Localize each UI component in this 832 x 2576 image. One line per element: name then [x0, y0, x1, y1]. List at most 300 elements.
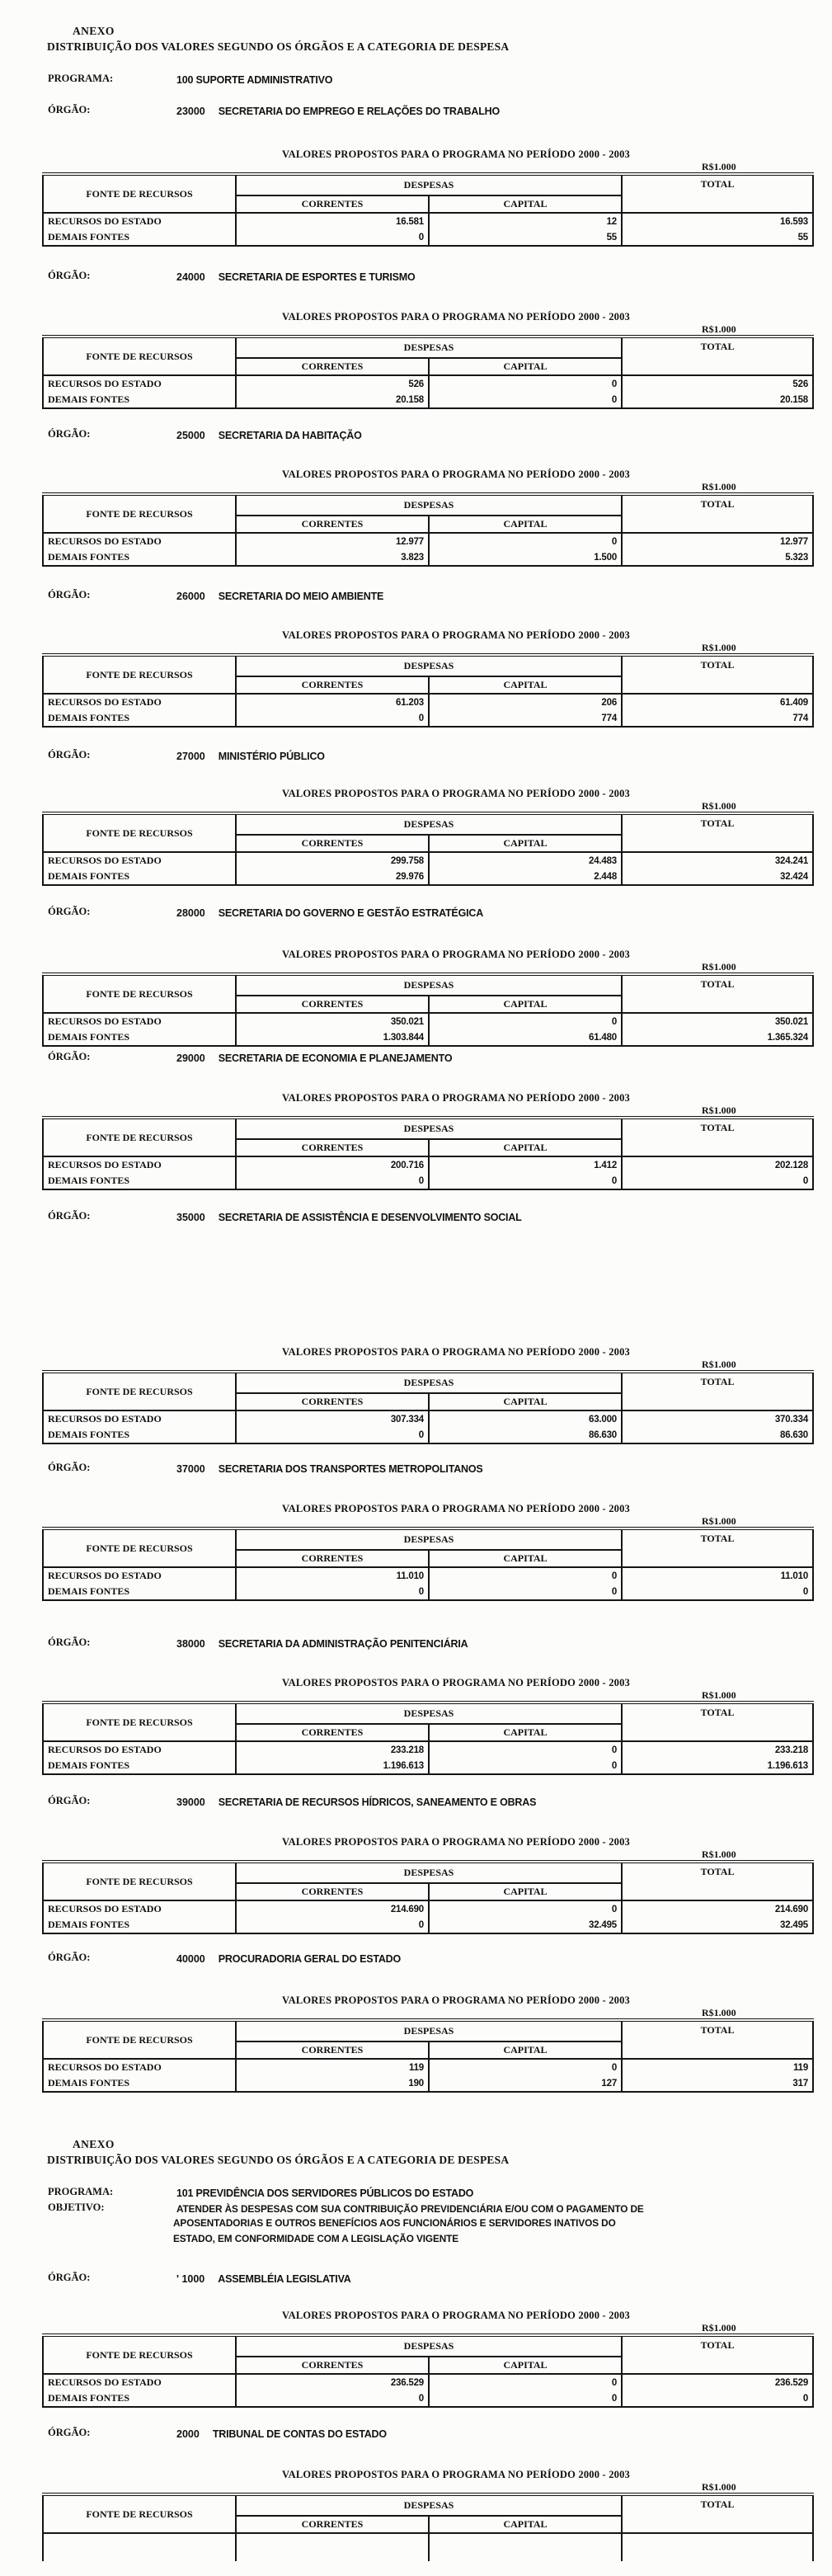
- table-title: VALORES PROPOSTOS PARA O PROGRAMA NO PERÍODO 2000 - 2003: [282, 788, 630, 799]
- correntes-value: 3.823: [236, 549, 429, 566]
- correntes-value: 233.218: [236, 1741, 429, 1758]
- capital-value: 0: [429, 1758, 622, 1774]
- fonte-label: RECURSOS DO ESTADO: [43, 1156, 236, 1173]
- total-value: 526: [622, 375, 813, 392]
- unit-label: R$1.000: [702, 2481, 736, 2493]
- col-despesas-header: DESPESAS: [236, 1862, 622, 1883]
- capital-value: 86.630: [429, 1427, 622, 1443]
- col-total-header: TOTAL: [622, 2335, 813, 2374]
- total-value: 236.529: [622, 2374, 813, 2390]
- unit-label: R$1.000: [702, 323, 736, 335]
- orgao-code: 29000: [176, 1053, 205, 1064]
- orgao-row: [48, 2427, 387, 2442]
- col-fonte-header: FONTE DE RECURSOS: [43, 1528, 236, 1567]
- correntes-value: 307.334: [236, 1410, 429, 1427]
- col-fonte-header: FONTE DE RECURSOS: [43, 1862, 236, 1900]
- table-row: [43, 1156, 813, 1173]
- col-capital-header: CAPITAL: [429, 1550, 622, 1567]
- col-fonte-header: FONTE DE RECURSOS: [43, 1372, 236, 1410]
- total-value: 202.128: [622, 1156, 813, 1173]
- fonte-label: DEMAIS FONTES: [43, 2075, 236, 2092]
- total-value: 233.218: [622, 1741, 813, 1758]
- capital-value: 0: [429, 1741, 622, 1758]
- capital-value: 0: [429, 1584, 622, 1600]
- correntes-value: 0: [236, 710, 429, 727]
- capital-value: 63.000: [429, 1410, 622, 1427]
- col-total-header: TOTAL: [622, 337, 813, 375]
- correntes-value: 12.977: [236, 533, 429, 549]
- col-capital-header: CAPITAL: [429, 2516, 622, 2533]
- valores-block: [42, 469, 812, 567]
- capital-value: 12: [429, 213, 622, 229]
- header-row-1: [43, 1862, 813, 1883]
- unit-label: R$1.000: [702, 1104, 736, 1116]
- col-total-header: TOTAL: [622, 2020, 813, 2059]
- capital-value: 0: [429, 1013, 622, 1029]
- table-title: VALORES PROPOSTOS PARA O PROGRAMA NO PERÍODO 2000 - 2003: [282, 469, 630, 480]
- correntes-value: 0: [236, 1584, 429, 1600]
- valores-table: [42, 653, 814, 728]
- header-row-1: [43, 337, 813, 358]
- valores-block: [42, 1677, 812, 1775]
- unit-label: R$1.000: [702, 1848, 736, 1860]
- table-row: [43, 1567, 813, 1584]
- header-row-1: [43, 1702, 813, 1724]
- total-value: 20.158: [622, 392, 813, 408]
- capital-value: 0: [429, 2059, 622, 2075]
- valores-block: [42, 148, 812, 247]
- orgao-label: ÓRGÃO:: [48, 2272, 91, 2283]
- programa-row: [48, 73, 332, 87]
- capital-value: 0: [429, 1900, 622, 1917]
- orgao-row: [48, 2272, 351, 2286]
- distribution-title: DISTRIBUIÇÃO DOS VALORES SEGUNDO OS ÓRGÃOS E A CATEGORIA DE DESPESA: [47, 2154, 510, 2166]
- valores-table: [42, 335, 814, 409]
- table-row: [43, 1013, 813, 1029]
- total-value: 119: [622, 2059, 813, 2075]
- valores-block: [42, 1503, 812, 1601]
- col-capital-header: CAPITAL: [429, 1139, 622, 1156]
- table-row: [43, 1584, 813, 1600]
- orgao-label: ÓRGÃO:: [48, 1051, 91, 1062]
- col-despesas-header: DESPESAS: [236, 1528, 622, 1550]
- correntes-value: 20.158: [236, 392, 429, 408]
- col-despesas-header: DESPESAS: [236, 2020, 622, 2041]
- orgao-row: [48, 1210, 522, 1225]
- total-value: 1.196.613: [622, 1758, 813, 1774]
- table-row: [43, 213, 813, 229]
- anexo-heading: ANEXO: [73, 25, 115, 37]
- orgao-label: ÓRGÃO:: [48, 104, 91, 115]
- capital-value: 61.480: [429, 1029, 622, 1046]
- col-fonte-header: FONTE DE RECURSOS: [43, 2020, 236, 2059]
- col-correntes-header: CORRENTES: [236, 516, 429, 533]
- table-title: VALORES PROPOSTOS PARA O PROGRAMA NO PERÍODO 2000 - 2003: [282, 311, 630, 323]
- fonte-label: DEMAIS FONTES: [43, 869, 236, 885]
- fonte-label: DEMAIS FONTES: [43, 1173, 236, 1189]
- fonte-label: RECURSOS DO ESTADO: [43, 694, 236, 710]
- table-title: VALORES PROPOSTOS PARA O PROGRAMA NO PERÍODO 2000 - 2003: [282, 949, 630, 960]
- total-value: 32.495: [622, 1917, 813, 1933]
- valores-table: [42, 1860, 814, 1934]
- capital-value: 1.500: [429, 549, 622, 566]
- table-row-empty: [43, 2533, 813, 2561]
- col-total-header: TOTAL: [622, 1118, 813, 1156]
- valores-table: [42, 1370, 814, 1444]
- orgao-code: 27000: [176, 751, 205, 762]
- orgao-code: 37000: [176, 1463, 205, 1475]
- header-row-1: [43, 1372, 813, 1393]
- fonte-label: DEMAIS FONTES: [43, 710, 236, 727]
- table-title: VALORES PROPOSTOS PARA O PROGRAMA NO PERÍODO 2000 - 2003: [282, 1836, 630, 1848]
- col-total-header: TOTAL: [622, 494, 813, 533]
- table-title: VALORES PROPOSTOS PARA O PROGRAMA NO PERÍODO 2000 - 2003: [282, 2469, 630, 2480]
- fonte-label: RECURSOS DO ESTADO: [43, 2374, 236, 2390]
- col-capital-header: CAPITAL: [429, 1883, 622, 1900]
- orgao-label: ÓRGÃO:: [48, 1636, 91, 1648]
- unit-label: R$1.000: [702, 961, 736, 972]
- capital-value: 32.495: [429, 1917, 622, 1933]
- col-total-header: TOTAL: [622, 974, 813, 1013]
- distribution-title: DISTRIBUIÇÃO DOS VALORES SEGUNDO OS ÓRGÃOS E A CATEGORIA DE DESPESA: [47, 40, 510, 53]
- total-value: 324.241: [622, 852, 813, 869]
- col-fonte-header: FONTE DE RECURSOS: [43, 174, 236, 213]
- orgao-label: ÓRGÃO:: [48, 1210, 91, 1222]
- header-row-1: [43, 1118, 813, 1139]
- unit-label: R$1.000: [702, 642, 736, 653]
- col-total-header: TOTAL: [622, 1862, 813, 1900]
- correntes-value: 190: [236, 2075, 429, 2092]
- header-row-1: [43, 494, 813, 516]
- capital-value: 0: [429, 1173, 622, 1189]
- unit-label: R$1.000: [702, 1359, 736, 1370]
- correntes-value: 11.010: [236, 1567, 429, 1584]
- fonte-label: RECURSOS DO ESTADO: [43, 213, 236, 229]
- valores-block: [42, 2469, 812, 2561]
- objetivo-line: APOSENTADORIAS E OUTROS BENEFÍCIOS AOS FUNCIONÁRIOS E SERVIDORES INATIVOS DO: [173, 2217, 616, 2229]
- orgao-name: SECRETARIA DO EMPREGO E RELAÇÕES DO TRABALHO: [218, 106, 500, 117]
- orgao-code: 26000: [176, 591, 205, 602]
- unit-label: R$1.000: [702, 2007, 736, 2018]
- capital-value: 55: [429, 229, 622, 246]
- col-capital-header: CAPITAL: [429, 835, 622, 852]
- table-row: [43, 1410, 813, 1427]
- capital-value: 0: [429, 2374, 622, 2390]
- col-fonte-header: FONTE DE RECURSOS: [43, 813, 236, 852]
- correntes-value: 200.716: [236, 1156, 429, 1173]
- header-row-1: [43, 2335, 813, 2357]
- col-despesas-header: DESPESAS: [236, 2335, 622, 2357]
- header-row-1: [43, 974, 813, 996]
- capital-value: 24.483: [429, 852, 622, 869]
- valores-table: [42, 492, 814, 567]
- valores-block: [42, 1346, 812, 1444]
- total-value: 16.593: [622, 213, 813, 229]
- fonte-label: RECURSOS DO ESTADO: [43, 375, 236, 392]
- orgao-name: SECRETARIA DA ADMINISTRAÇÃO PENITENCIÁRIA: [218, 1638, 468, 1650]
- correntes-value: 0: [236, 2390, 429, 2407]
- orgao-code: 39000: [176, 1797, 205, 1808]
- col-capital-header: CAPITAL: [429, 1724, 622, 1741]
- fonte-label: DEMAIS FONTES: [43, 549, 236, 566]
- col-fonte-header: FONTE DE RECURSOS: [43, 2335, 236, 2374]
- fonte-label: RECURSOS DO ESTADO: [43, 533, 236, 549]
- header-row-1: [43, 1528, 813, 1550]
- orgao-row: [48, 1952, 401, 1966]
- valores-table: [42, 812, 814, 886]
- fonte-label: RECURSOS DO ESTADO: [43, 1410, 236, 1427]
- unit-label: R$1.000: [702, 800, 736, 812]
- valores-block: [42, 2310, 812, 2408]
- correntes-value: 214.690: [236, 1900, 429, 1917]
- programa-value: 100 SUPORTE ADMINISTRATIVO: [176, 74, 333, 86]
- table-title: VALORES PROPOSTOS PARA O PROGRAMA NO PERÍODO 2000 - 2003: [282, 1092, 630, 1104]
- table-row: [43, 1917, 813, 1933]
- total-value: 5.323: [622, 549, 813, 566]
- valores-table: [42, 2333, 814, 2408]
- fonte-label: RECURSOS DO ESTADO: [43, 1567, 236, 1584]
- correntes-value: 350.021: [236, 1013, 429, 1029]
- table-title: VALORES PROPOSTOS PARA O PROGRAMA NO PERÍODO 2000 - 2003: [282, 629, 630, 641]
- orgao-row: [48, 1636, 468, 1651]
- orgao-code: 38000: [176, 1638, 205, 1650]
- capital-value: 0: [429, 2390, 622, 2407]
- orgao-label: ÓRGÃO:: [48, 749, 91, 761]
- header-row-1: [43, 813, 813, 835]
- valores-table: [42, 1527, 814, 1601]
- col-capital-header: CAPITAL: [429, 1393, 622, 1410]
- orgao-code: ' 1000: [176, 2273, 205, 2285]
- col-despesas-header: DESPESAS: [236, 655, 622, 676]
- table-row: [43, 852, 813, 869]
- col-fonte-header: FONTE DE RECURSOS: [43, 655, 236, 694]
- table-row: [43, 1758, 813, 1774]
- col-capital-header: CAPITAL: [429, 358, 622, 375]
- correntes-value: 1.303.844: [236, 1029, 429, 1046]
- table-row: [43, 1029, 813, 1046]
- col-despesas-header: DESPESAS: [236, 813, 622, 835]
- total-value: 55: [622, 229, 813, 246]
- unit-label: R$1.000: [702, 481, 736, 492]
- valores-block: [42, 1836, 812, 1934]
- total-value: 86.630: [622, 1427, 813, 1443]
- capital-value: 206: [429, 694, 622, 710]
- table-row: [43, 229, 813, 246]
- fonte-label: DEMAIS FONTES: [43, 392, 236, 408]
- orgao-label: ÓRGÃO:: [48, 906, 91, 917]
- col-correntes-header: CORRENTES: [236, 358, 429, 375]
- orgao-name: SECRETARIA DE ECONOMIA E PLANEJAMENTO: [218, 1053, 453, 1064]
- col-total-header: TOTAL: [622, 1372, 813, 1410]
- fonte-label: [43, 2533, 236, 2561]
- table-title: VALORES PROPOSTOS PARA O PROGRAMA NO PERÍODO 2000 - 2003: [282, 148, 630, 160]
- col-capital-header: CAPITAL: [429, 2041, 622, 2059]
- orgao-row: [48, 749, 325, 764]
- unit-label: R$1.000: [702, 1515, 736, 1527]
- orgao-name: TRIBUNAL DE CONTAS DO ESTADO: [212, 2428, 387, 2440]
- orgao-name: ASSEMBLÉIA LEGISLATIVA: [218, 2273, 351, 2285]
- table-row: [43, 1173, 813, 1189]
- orgao-name: SECRETARIA DOS TRANSPORTES METROPOLITANOS: [218, 1463, 483, 1475]
- unit-label: R$1.000: [702, 1689, 736, 1701]
- orgao-label: ÓRGÃO:: [48, 428, 91, 440]
- col-fonte-header: FONTE DE RECURSOS: [43, 1702, 236, 1741]
- capital-value: [429, 2533, 622, 2561]
- total-value: 370.334: [622, 1410, 813, 1427]
- valores-block: [42, 1994, 812, 2093]
- fonte-label: RECURSOS DO ESTADO: [43, 852, 236, 869]
- orgao-code: 40000: [176, 1953, 205, 1965]
- correntes-value: 0: [236, 1173, 429, 1189]
- table-row: [43, 375, 813, 392]
- total-value: 350.021: [622, 1013, 813, 1029]
- valores-block: [42, 629, 812, 728]
- valores-table: [42, 2493, 814, 2561]
- header-row-1: [43, 2020, 813, 2041]
- col-capital-header: CAPITAL: [429, 676, 622, 694]
- table-row: [43, 694, 813, 710]
- col-despesas-header: DESPESAS: [236, 1118, 622, 1139]
- col-correntes-header: CORRENTES: [236, 1724, 429, 1741]
- orgao-name: SECRETARIA DE RECURSOS HÍDRICOS, SANEAMENTO E OBRAS: [218, 1797, 537, 1808]
- orgao-row: [48, 1462, 483, 1476]
- capital-value: 0: [429, 375, 622, 392]
- capital-value: 127: [429, 2075, 622, 2092]
- capital-value: 2.448: [429, 869, 622, 885]
- orgao-code: 25000: [176, 430, 205, 441]
- orgao-row: [48, 104, 500, 119]
- fonte-label: RECURSOS DO ESTADO: [43, 1741, 236, 1758]
- total-value: 317: [622, 2075, 813, 2092]
- total-value: 61.409: [622, 694, 813, 710]
- valores-block: [42, 1092, 812, 1190]
- col-fonte-header: FONTE DE RECURSOS: [43, 1118, 236, 1156]
- col-despesas-header: DESPESAS: [236, 174, 622, 195]
- col-fonte-header: FONTE DE RECURSOS: [43, 337, 236, 375]
- orgao-row: [48, 589, 383, 604]
- total-value: [622, 2533, 813, 2561]
- col-fonte-header: FONTE DE RECURSOS: [43, 2494, 236, 2533]
- correntes-value: 0: [236, 1917, 429, 1933]
- total-value: 1.365.324: [622, 1029, 813, 1046]
- col-correntes-header: CORRENTES: [236, 676, 429, 694]
- fonte-label: DEMAIS FONTES: [43, 1758, 236, 1774]
- orgao-name: SECRETARIA DE ESPORTES E TURISMO: [218, 271, 416, 283]
- header-row-1: [43, 655, 813, 676]
- valores-table: [42, 172, 814, 247]
- orgao-name: SECRETARIA DO MEIO AMBIENTE: [218, 591, 384, 602]
- col-total-header: TOTAL: [622, 1528, 813, 1567]
- correntes-value: 299.758: [236, 852, 429, 869]
- orgao-name: SECRETARIA DO GOVERNO E GESTÃO ESTRATÉGICA: [218, 907, 484, 919]
- total-value: 774: [622, 710, 813, 727]
- col-correntes-header: CORRENTES: [236, 1883, 429, 1900]
- correntes-value: 29.976: [236, 869, 429, 885]
- table-row: [43, 533, 813, 549]
- capital-value: 0: [429, 1567, 622, 1584]
- programa-value: 101 PREVIDÊNCIA DOS SERVIDORES PÚBLICOS DO ESTADO: [176, 2187, 474, 2199]
- programa-row: [48, 2186, 473, 2201]
- table-title: VALORES PROPOSTOS PARA O PROGRAMA NO PERÍODO 2000 - 2003: [282, 1677, 630, 1688]
- orgao-name: SECRETARIA DA HABITAÇÃO: [218, 430, 362, 441]
- orgao-label: ÓRGÃO:: [48, 1462, 91, 1473]
- capital-value: 0: [429, 392, 622, 408]
- col-capital-header: CAPITAL: [429, 195, 622, 213]
- orgao-code: 28000: [176, 907, 205, 919]
- objetivo-line: ATENDER ÀS DESPESAS COM SUA CONTRIBUIÇÃO PREVIDENCIÁRIA E/OU COM O PAGAMENTO DE: [176, 2203, 644, 2215]
- col-correntes-header: CORRENTES: [236, 1139, 429, 1156]
- col-correntes-header: CORRENTES: [236, 835, 429, 852]
- table-row: [43, 2390, 813, 2407]
- table-title: VALORES PROPOSTOS PARA O PROGRAMA NO PERÍODO 2000 - 2003: [282, 1503, 630, 1514]
- orgao-name: SECRETARIA DE ASSISTÊNCIA E DESENVOLVIMENTO SOCIAL: [218, 1212, 522, 1223]
- fonte-label: RECURSOS DO ESTADO: [43, 2059, 236, 2075]
- orgao-name: PROCURADORIA GERAL DO ESTADO: [218, 1953, 402, 1965]
- capital-value: 774: [429, 710, 622, 727]
- orgao-row: [48, 270, 416, 285]
- valores-block: [42, 311, 812, 409]
- col-capital-header: CAPITAL: [429, 2357, 622, 2374]
- correntes-value: 0: [236, 1427, 429, 1443]
- total-value: 11.010: [622, 1567, 813, 1584]
- correntes-value: 526: [236, 375, 429, 392]
- programa-label: PROGRAMA:: [48, 2186, 114, 2197]
- fonte-label: RECURSOS DO ESTADO: [43, 1900, 236, 1917]
- col-correntes-header: CORRENTES: [236, 1550, 429, 1567]
- fonte-label: DEMAIS FONTES: [43, 1427, 236, 1443]
- orgao-label: ÓRGÃO:: [48, 270, 91, 281]
- orgao-code: 35000: [176, 1212, 205, 1223]
- objetivo-line: ESTADO, EM CONFORMIDADE COM A LEGISLAÇÃO VIGENTE: [173, 2233, 459, 2244]
- capital-value: 1.412: [429, 1156, 622, 1173]
- valores-table: [42, 972, 814, 1047]
- correntes-value: [236, 2533, 429, 2561]
- total-value: 0: [622, 1584, 813, 1600]
- table-row: [43, 2059, 813, 2075]
- fonte-label: DEMAIS FONTES: [43, 229, 236, 246]
- col-capital-header: CAPITAL: [429, 516, 622, 533]
- col-despesas-header: DESPESAS: [236, 974, 622, 996]
- correntes-value: 61.203: [236, 694, 429, 710]
- col-fonte-header: FONTE DE RECURSOS: [43, 494, 236, 533]
- total-value: 0: [622, 2390, 813, 2407]
- fonte-label: DEMAIS FONTES: [43, 1584, 236, 1600]
- orgao-name: MINISTÉRIO PÚBLICO: [218, 751, 325, 762]
- col-total-header: TOTAL: [622, 655, 813, 694]
- valores-block: [42, 788, 812, 886]
- total-value: 12.977: [622, 533, 813, 549]
- table-title: VALORES PROPOSTOS PARA O PROGRAMA NO PERÍODO 2000 - 2003: [282, 2310, 630, 2321]
- total-value: 214.690: [622, 1900, 813, 1917]
- objetivo-row: [48, 2202, 644, 2216]
- col-correntes-header: CORRENTES: [236, 996, 429, 1013]
- table-row: [43, 2374, 813, 2390]
- valores-table: [42, 2018, 814, 2093]
- programa-label: PROGRAMA:: [48, 73, 114, 84]
- col-correntes-header: CORRENTES: [236, 195, 429, 213]
- total-value: 32.424: [622, 869, 813, 885]
- col-despesas-header: DESPESAS: [236, 1372, 622, 1393]
- valores-table: [42, 1701, 814, 1775]
- table-row: [43, 2075, 813, 2092]
- correntes-value: 119: [236, 2059, 429, 2075]
- table-row: [43, 549, 813, 566]
- col-capital-header: CAPITAL: [429, 996, 622, 1013]
- col-despesas-header: DESPESAS: [236, 337, 622, 358]
- total-value: 0: [622, 1173, 813, 1189]
- table-row: [43, 1427, 813, 1443]
- orgao-label: ÓRGÃO:: [48, 2427, 91, 2438]
